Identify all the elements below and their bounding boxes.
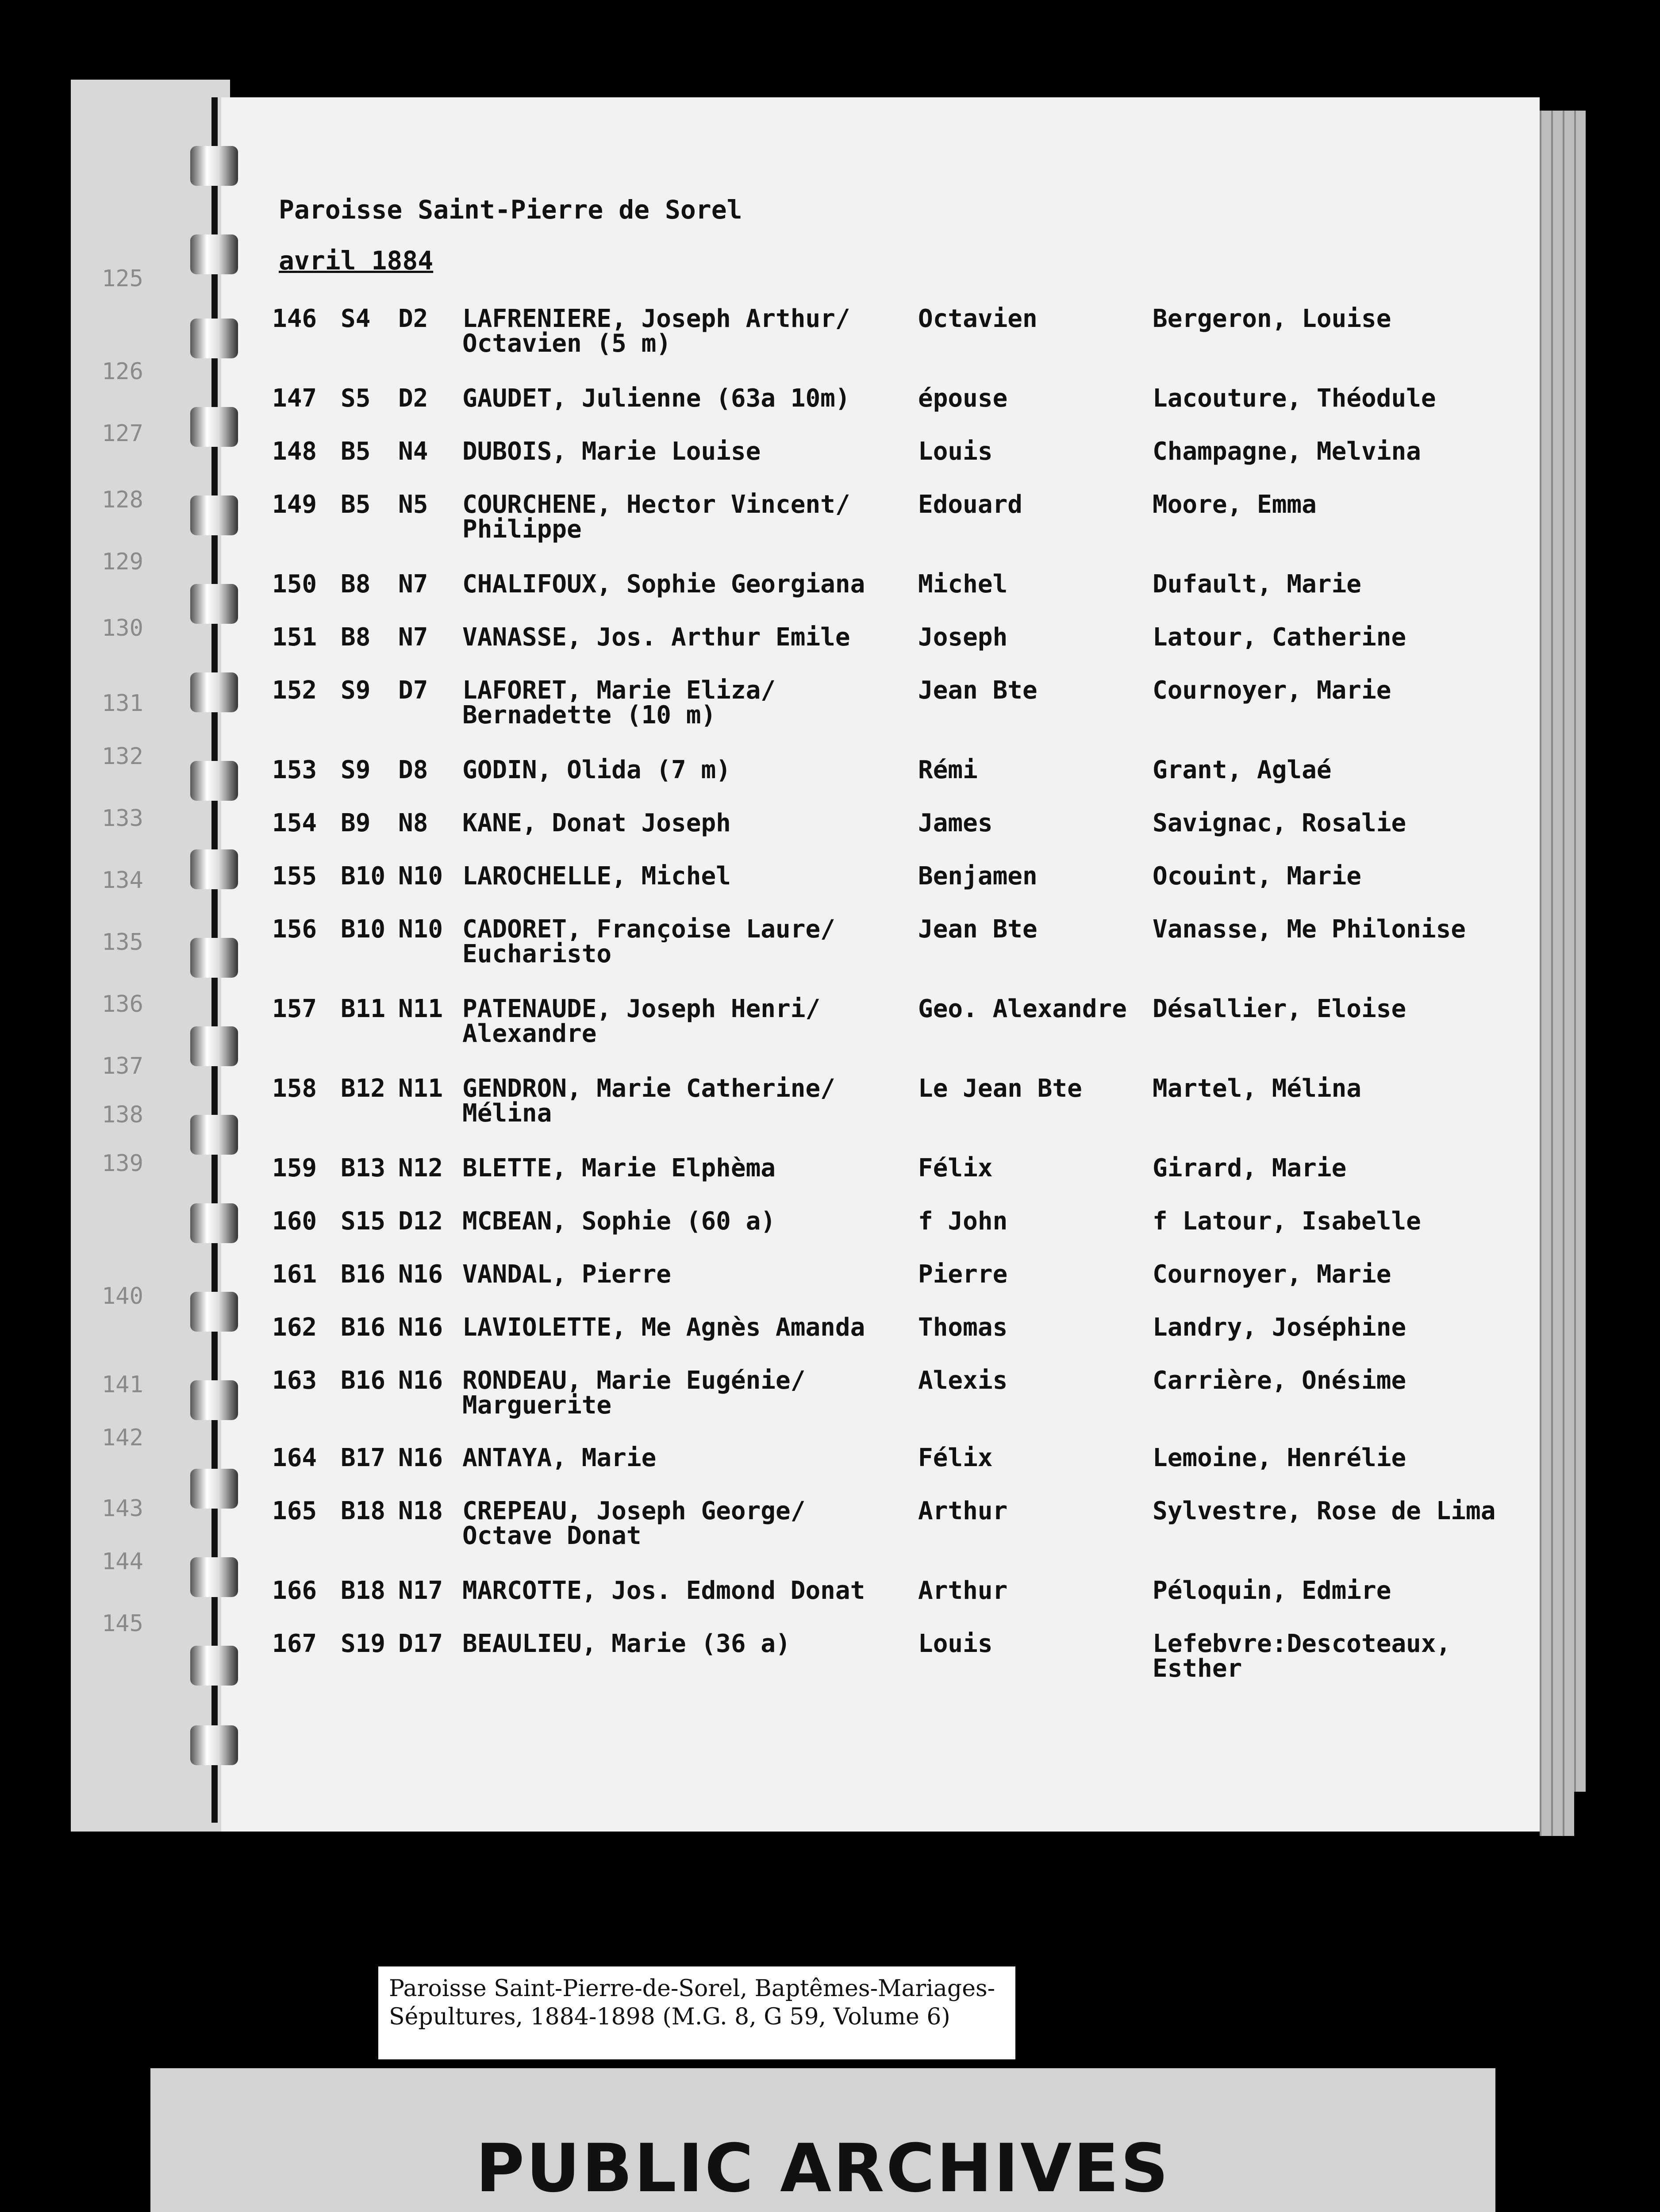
parish-title: Paroisse Saint-Pierre de Sorel	[279, 195, 742, 225]
person-name: LAVIOLETTE, Me Agnès Amanda	[462, 1313, 865, 1342]
act-code: B13	[341, 1154, 386, 1183]
mother-name: Champagne, Melvina	[1153, 437, 1421, 466]
archives-plate	[150, 2068, 1495, 2212]
ref-code: N16	[398, 1260, 443, 1289]
person-name: GAUDET, Julienne (63a 10m)	[462, 384, 850, 413]
binding-ring	[190, 1203, 238, 1243]
person-name: LAROCHELLE, Michel	[462, 862, 731, 891]
ref-code: D12	[398, 1207, 443, 1236]
binding-ring	[190, 761, 238, 801]
father-name: Michel	[918, 570, 1008, 599]
act-code: B12	[341, 1074, 386, 1103]
act-code: S5	[341, 384, 371, 413]
act-code: B16	[341, 1366, 386, 1395]
prev-page-number: 138	[102, 1102, 143, 1128]
ref-code: N16	[398, 1313, 443, 1342]
mother-name: Péloquin, Edmire	[1153, 1576, 1391, 1605]
person-name: GODIN, Olida (7 m)	[462, 756, 731, 784]
father-name: Rémi	[918, 756, 978, 784]
ref-code: N16	[398, 1366, 443, 1395]
film-caption	[378, 1966, 1015, 2059]
mother-name: Savignac, Rosalie	[1153, 809, 1406, 837]
act-code: S19	[341, 1629, 386, 1658]
father-name: Louis	[918, 1629, 993, 1658]
person-name-cont: Octavien (5 m)	[462, 329, 672, 358]
prev-page-number: 135	[102, 929, 143, 956]
prev-page-number: 144	[102, 1548, 143, 1575]
person-name: RONDEAU, Marie Eugénie/	[462, 1366, 806, 1395]
entry-number: 167	[272, 1629, 317, 1658]
binding-ring	[190, 319, 238, 358]
entry-number: 151	[272, 623, 317, 652]
act-code: B11	[341, 995, 386, 1023]
ref-code: D7	[398, 676, 428, 705]
ref-code: N8	[398, 809, 428, 837]
mother-name: Lacouture, Théodule	[1153, 384, 1436, 413]
father-name: Alexis	[918, 1366, 1008, 1395]
ref-code: N17	[398, 1576, 443, 1605]
act-code: B18	[341, 1576, 386, 1605]
person-name-cont: Philippe	[462, 515, 582, 544]
person-name: BEAULIEU, Marie (36 a)	[462, 1629, 791, 1658]
mother-name: Landry, Joséphine	[1153, 1313, 1406, 1342]
father-name: Louis	[918, 437, 993, 466]
father-name: Pierre	[918, 1260, 1008, 1289]
ref-code: D8	[398, 756, 428, 784]
ref-code: N10	[398, 915, 443, 944]
caption-line: Sépultures, 1884-1898 (M.G. 8, G 59, Volume 6)	[389, 2004, 950, 2030]
act-code: B16	[341, 1260, 386, 1289]
binding-ring	[190, 1115, 238, 1155]
page-edge	[1540, 111, 1551, 1836]
binding-ring	[190, 234, 238, 274]
prev-page-number: 131	[102, 690, 143, 717]
act-code: S9	[341, 676, 371, 705]
page-edge	[1551, 111, 1563, 1836]
entry-number: 162	[272, 1313, 317, 1342]
prev-page-number: 142	[102, 1425, 143, 1451]
person-name: KANE, Donat Joseph	[462, 809, 731, 837]
prev-page-number: 145	[102, 1610, 143, 1637]
person-name-cont: Bernadette (10 m)	[462, 701, 716, 730]
mother-name: Cournoyer, Marie	[1153, 1260, 1391, 1289]
binding-ring	[190, 495, 238, 535]
caption-line: Paroisse Saint-Pierre-de-Sorel, Baptêmes-Mariages-	[389, 1975, 995, 2002]
prev-page-number: 137	[102, 1053, 143, 1079]
entry-number: 155	[272, 862, 317, 891]
binding-ring	[190, 1646, 238, 1686]
entry-number: 152	[272, 676, 317, 705]
ref-code: N11	[398, 995, 443, 1023]
ref-code: N7	[398, 570, 428, 599]
mother-name: Cournoyer, Marie	[1153, 676, 1391, 705]
binding-ring	[190, 1469, 238, 1509]
mother-name: Lefebvre:Descoteaux,	[1153, 1629, 1451, 1658]
person-name: BLETTE, Marie Elphèma	[462, 1154, 776, 1183]
entry-number: 160	[272, 1207, 317, 1236]
act-code: B10	[341, 862, 386, 891]
prev-page-number: 128	[102, 487, 143, 513]
act-code: B18	[341, 1497, 386, 1525]
entry-number: 148	[272, 437, 317, 466]
binding-ring	[190, 584, 238, 624]
ref-code: N11	[398, 1074, 443, 1103]
prev-page-number: 134	[102, 867, 143, 894]
entry-number: 149	[272, 490, 317, 519]
entry-number: 164	[272, 1444, 317, 1472]
person-name: GENDRON, Marie Catherine/	[462, 1074, 835, 1103]
person-name: CADORET, Françoise Laure/	[462, 915, 835, 944]
ref-code: N5	[398, 490, 428, 519]
ref-code: N10	[398, 862, 443, 891]
father-name: Félix	[918, 1444, 993, 1472]
father-name: épouse	[918, 384, 1008, 413]
father-name: Edouard	[918, 490, 1023, 519]
prev-page-number: 127	[102, 420, 143, 447]
act-code: S4	[341, 304, 371, 333]
person-name-cont: Alexandre	[462, 1019, 597, 1048]
person-name: LAFRENIERE, Joseph Arthur/	[462, 304, 850, 333]
person-name-cont: Mélina	[462, 1099, 552, 1128]
prev-page-number: 140	[102, 1283, 143, 1310]
mother-name-cont: Esther	[1153, 1654, 1242, 1683]
act-code: S15	[341, 1207, 386, 1236]
binding-ring	[190, 1557, 238, 1597]
entry-number: 157	[272, 995, 317, 1023]
father-name: f John	[918, 1207, 1008, 1236]
entry-number: 158	[272, 1074, 317, 1103]
father-name: Thomas	[918, 1313, 1008, 1342]
binding-ring	[190, 672, 238, 712]
act-code: B16	[341, 1313, 386, 1342]
father-name: Jean Bte	[918, 676, 1038, 705]
father-name: Geo. Alexandre	[918, 995, 1127, 1023]
prev-page-number: 141	[102, 1371, 143, 1398]
ref-code: N7	[398, 623, 428, 652]
ref-code: N12	[398, 1154, 443, 1183]
binding-ring	[190, 1725, 238, 1765]
act-code: B9	[341, 809, 371, 837]
person-name-cont: Eucharisto	[462, 940, 612, 968]
binding-ring	[190, 1026, 238, 1066]
entry-number: 154	[272, 809, 317, 837]
entry-number: 146	[272, 304, 317, 333]
father-name: Octavien	[918, 304, 1038, 333]
entry-number: 156	[272, 915, 317, 944]
register-page	[221, 97, 1540, 1832]
entry-number: 165	[272, 1497, 317, 1525]
mother-name: Martel, Mélina	[1153, 1074, 1362, 1103]
binding-ring	[190, 146, 238, 186]
page-edge	[1563, 111, 1574, 1836]
father-name: Félix	[918, 1154, 993, 1183]
act-code: B8	[341, 623, 371, 652]
prev-page-number: 139	[102, 1150, 143, 1177]
binding-ring	[190, 1292, 238, 1332]
father-name: Arthur	[918, 1576, 1008, 1605]
father-name: James	[918, 809, 993, 837]
prev-page-number: 125	[102, 265, 143, 292]
father-name: Arthur	[918, 1497, 1008, 1525]
father-name: Joseph	[918, 623, 1008, 652]
act-code: B10	[341, 915, 386, 944]
person-name-cont: Marguerite	[462, 1391, 612, 1420]
mother-name: Ocouint, Marie	[1153, 862, 1362, 891]
father-name: Le Jean Bte	[918, 1074, 1082, 1103]
mother-name: Carrière, Onésime	[1153, 1366, 1406, 1395]
mother-name: Girard, Marie	[1153, 1154, 1347, 1183]
ref-code: N18	[398, 1497, 443, 1525]
father-name: Jean Bte	[918, 915, 1038, 944]
mother-name: Sylvestre, Rose de Lima	[1153, 1497, 1496, 1525]
ref-code: D2	[398, 304, 428, 333]
person-name: PATENAUDE, Joseph Henri/	[462, 995, 821, 1023]
ref-code: D2	[398, 384, 428, 413]
mother-name: Grant, Aglaé	[1153, 756, 1332, 784]
person-name: DUBOIS, Marie Louise	[462, 437, 761, 466]
person-name: CHALIFOUX, Sophie Georgiana	[462, 570, 865, 599]
page-edge	[1574, 111, 1586, 1792]
binding-ring	[190, 938, 238, 978]
act-code: S9	[341, 756, 371, 784]
person-name: VANDAL, Pierre	[462, 1260, 672, 1289]
plate-line-english: PUBLIC ARCHIVES	[476, 2130, 1170, 2207]
person-name: MARCOTTE, Jos. Edmond Donat	[462, 1576, 865, 1605]
binding-ring	[190, 849, 238, 889]
entry-number: 150	[272, 570, 317, 599]
person-name-cont: Octave Donat	[462, 1521, 642, 1550]
ref-code: N16	[398, 1444, 443, 1472]
binding-ring	[190, 1380, 238, 1420]
entry-number: 163	[272, 1366, 317, 1395]
person-name: ANTAYA, Marie	[462, 1444, 657, 1472]
entry-number: 161	[272, 1260, 317, 1289]
person-name: CREPEAU, Joseph George/	[462, 1497, 806, 1525]
person-name: VANASSE, Jos. Arthur Emile	[462, 623, 850, 652]
mother-name: Vanasse, Me Philonise	[1153, 915, 1466, 944]
act-code: B5	[341, 490, 371, 519]
mother-name: Lemoine, Henrélie	[1153, 1444, 1406, 1472]
entry-number: 166	[272, 1576, 317, 1605]
person-name: COURCHENE, Hector Vincent/	[462, 490, 850, 519]
prev-page-number: 133	[102, 805, 143, 832]
mother-name: Latour, Catherine	[1153, 623, 1406, 652]
ref-code: D17	[398, 1629, 443, 1658]
prev-page-number: 129	[102, 549, 143, 575]
act-code: B17	[341, 1444, 386, 1472]
mother-name: Dufault, Marie	[1153, 570, 1362, 599]
person-name: LAFORET, Marie Eliza/	[462, 676, 776, 705]
mother-name: Désallier, Eloise	[1153, 995, 1406, 1023]
prev-page-number: 132	[102, 743, 143, 770]
ref-code: N4	[398, 437, 428, 466]
entry-number: 159	[272, 1154, 317, 1183]
mother-name: Bergeron, Louise	[1153, 304, 1391, 333]
month-heading: avril 1884	[279, 246, 434, 276]
entry-number: 153	[272, 756, 317, 784]
binding-ring	[190, 407, 238, 447]
prev-page-number: 143	[102, 1495, 143, 1522]
person-name: MCBEAN, Sophie (60 a)	[462, 1207, 776, 1236]
mother-name: Moore, Emma	[1153, 490, 1317, 519]
entry-number: 147	[272, 384, 317, 413]
mother-name: f Latour, Isabelle	[1153, 1207, 1421, 1236]
act-code: B8	[341, 570, 371, 599]
prev-page-number: 136	[102, 991, 143, 1018]
act-code: B5	[341, 437, 371, 466]
father-name: Benjamen	[918, 862, 1038, 891]
prev-page-number: 130	[102, 615, 143, 641]
prev-page-number: 126	[102, 358, 143, 385]
